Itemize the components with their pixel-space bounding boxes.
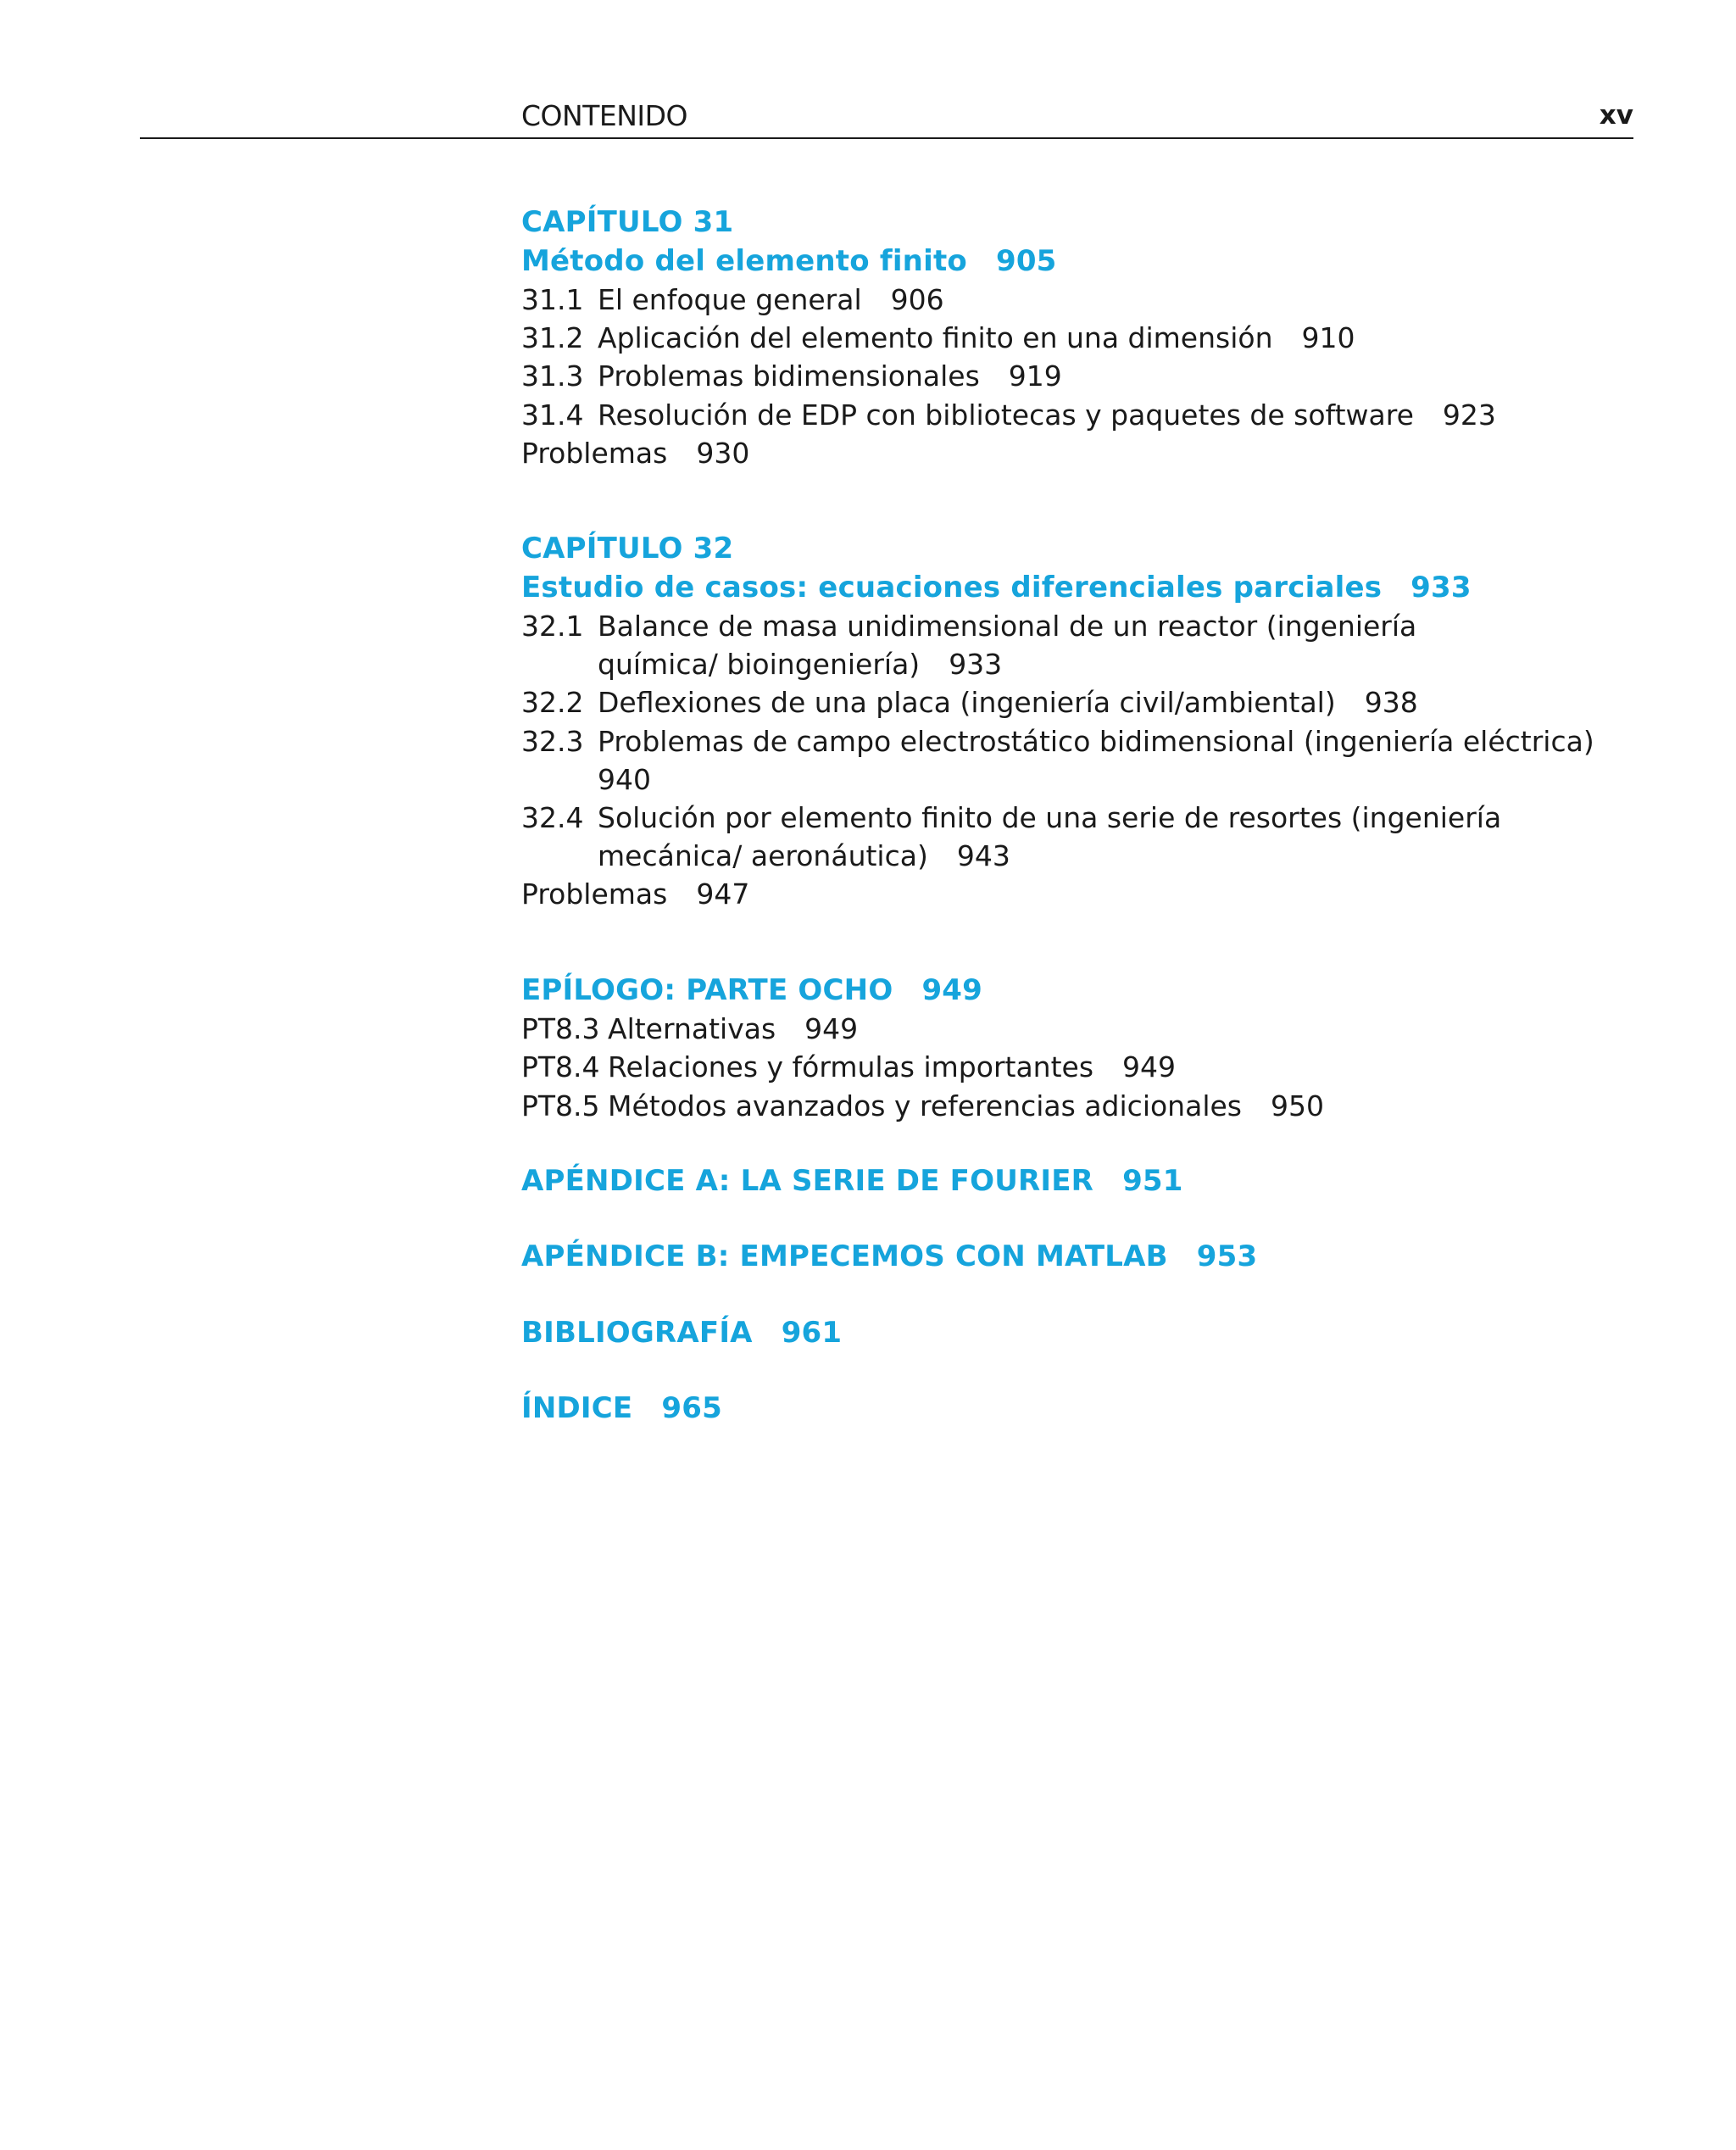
bibliography-page: 961	[781, 1315, 843, 1350]
entry-title: Problemas de campo electrostático bidimensional (ingeniería eléctrica)	[598, 724, 1594, 758]
entry-title: El enfoque general	[598, 283, 862, 316]
entry-page: 923	[1442, 398, 1496, 432]
problems-label: Problemas	[521, 877, 668, 911]
entry-title: Resolución de EDP con bibliotecas y paquetes de software	[598, 398, 1414, 432]
toc-entry	[521, 1087, 1623, 1125]
epilogue-title	[521, 972, 1623, 1011]
toc-entry	[521, 683, 1623, 721]
entry-number: 31.4	[521, 398, 584, 432]
epilogue-page: 949	[921, 972, 983, 1007]
chapter-title	[521, 242, 1623, 281]
chapter-32	[521, 530, 1623, 914]
problems-entry	[521, 875, 1623, 913]
appendix-b	[521, 1238, 1623, 1277]
toc-entry	[521, 1048, 1623, 1086]
index-page: 965	[661, 1391, 722, 1426]
entry-number: 32.1	[521, 610, 584, 643]
toc-entry	[521, 357, 1623, 395]
entry-title: Alternativas	[608, 1012, 776, 1046]
entry-title: Solución por elemento finito de una serie de resortes (ingeniería mecánica/ aeronáutica)	[598, 801, 1502, 873]
page-header	[140, 95, 1633, 139]
entry-page: 919	[1008, 359, 1062, 393]
toc-entry	[521, 1010, 1623, 1048]
running-head: CONTENIDO	[521, 99, 688, 132]
entry-number: 31.2	[521, 321, 584, 355]
appendix-a-page: 951	[1122, 1163, 1183, 1198]
chapter-title-text: Estudio de casos: ecuaciones diferenciales parciales	[521, 570, 1383, 604]
chapter-31	[521, 203, 1623, 472]
entry-page: 910	[1301, 321, 1355, 355]
entry-page: 950	[1270, 1089, 1324, 1122]
entry-text	[598, 683, 1623, 721]
entry-page: 933	[949, 648, 1003, 682]
entry-title: Métodos avanzados y referencias adicionales	[608, 1089, 1242, 1122]
entry-number: PT8.3	[521, 1012, 600, 1046]
bibliography	[521, 1314, 1623, 1353]
epilogue-part-eight	[521, 972, 1623, 1125]
appendix-b-title: APÉNDICE B: EMPECEMOS CON MATLAB	[521, 1239, 1168, 1274]
bibliography-title: BIBLIOGRAFÍA	[521, 1315, 753, 1350]
entry-text	[598, 281, 1623, 319]
entry-text	[598, 396, 1623, 434]
entry-number: 31.1	[521, 283, 584, 316]
entry-title: Balance de masa unidimensional de un reactor (ingeniería química/ bioingeniería)	[598, 610, 1417, 682]
entry-number: 32.2	[521, 686, 584, 720]
entry-text	[598, 722, 1623, 799]
chapter-title-text: Método del elemento finito	[521, 243, 967, 278]
entry-page: 949	[1122, 1050, 1177, 1084]
problems-entry	[521, 434, 1623, 472]
entry-number: PT8.4	[521, 1050, 600, 1084]
index	[521, 1390, 1623, 1429]
entry-text	[608, 1010, 1623, 1048]
appendix-b-page: 953	[1196, 1239, 1258, 1274]
entry-page: 943	[956, 839, 1010, 873]
entry-text	[598, 607, 1513, 683]
toc-entry	[521, 607, 1623, 683]
entry-page: 938	[1364, 686, 1418, 720]
index-title: ÍNDICE	[521, 1391, 633, 1426]
entry-page: 940	[598, 762, 651, 796]
entry-number: 32.4	[521, 801, 584, 835]
entry-number: 32.3	[521, 724, 584, 758]
entry-title: Relaciones y fórmulas importantes	[608, 1050, 1094, 1084]
chapter-label: CAPÍTULO 31	[521, 205, 734, 239]
entry-text	[598, 357, 1623, 395]
appendix-a	[521, 1162, 1623, 1201]
problems-page: 930	[696, 436, 750, 470]
entry-text	[598, 799, 1555, 875]
table-of-contents	[521, 203, 1623, 1429]
toc-entry	[521, 799, 1623, 875]
chapter-page: 933	[1410, 570, 1472, 604]
chapter-label: CAPÍTULO 32	[521, 532, 734, 566]
entry-page: 906	[890, 283, 944, 316]
chapter-title	[521, 569, 1623, 608]
entry-text	[608, 1087, 1623, 1125]
toc-entry	[521, 722, 1623, 799]
toc-entry	[521, 281, 1623, 319]
entry-title: Problemas bidimensionales	[598, 359, 980, 393]
entry-number: 31.3	[521, 359, 584, 393]
problems-label: Problemas	[521, 436, 668, 470]
entry-title: Deflexiones de una placa (ingeniería civil/ambiental)	[598, 686, 1336, 720]
page-number: xv	[1599, 100, 1633, 131]
entry-number: PT8.5	[521, 1089, 600, 1122]
entry-text	[608, 1048, 1623, 1086]
chapter-page: 905	[995, 243, 1057, 278]
toc-entry	[521, 319, 1623, 357]
entry-text	[598, 319, 1623, 357]
entry-title: Aplicación del elemento finito en una dimensión	[598, 321, 1273, 355]
toc-entry	[521, 396, 1623, 434]
entry-page: 949	[804, 1012, 859, 1046]
epilogue-title-text: EPÍLOGO: PARTE OCHO	[521, 972, 893, 1007]
problems-page: 947	[696, 877, 750, 911]
appendix-a-title: APÉNDICE A: LA SERIE DE FOURIER	[521, 1163, 1094, 1198]
